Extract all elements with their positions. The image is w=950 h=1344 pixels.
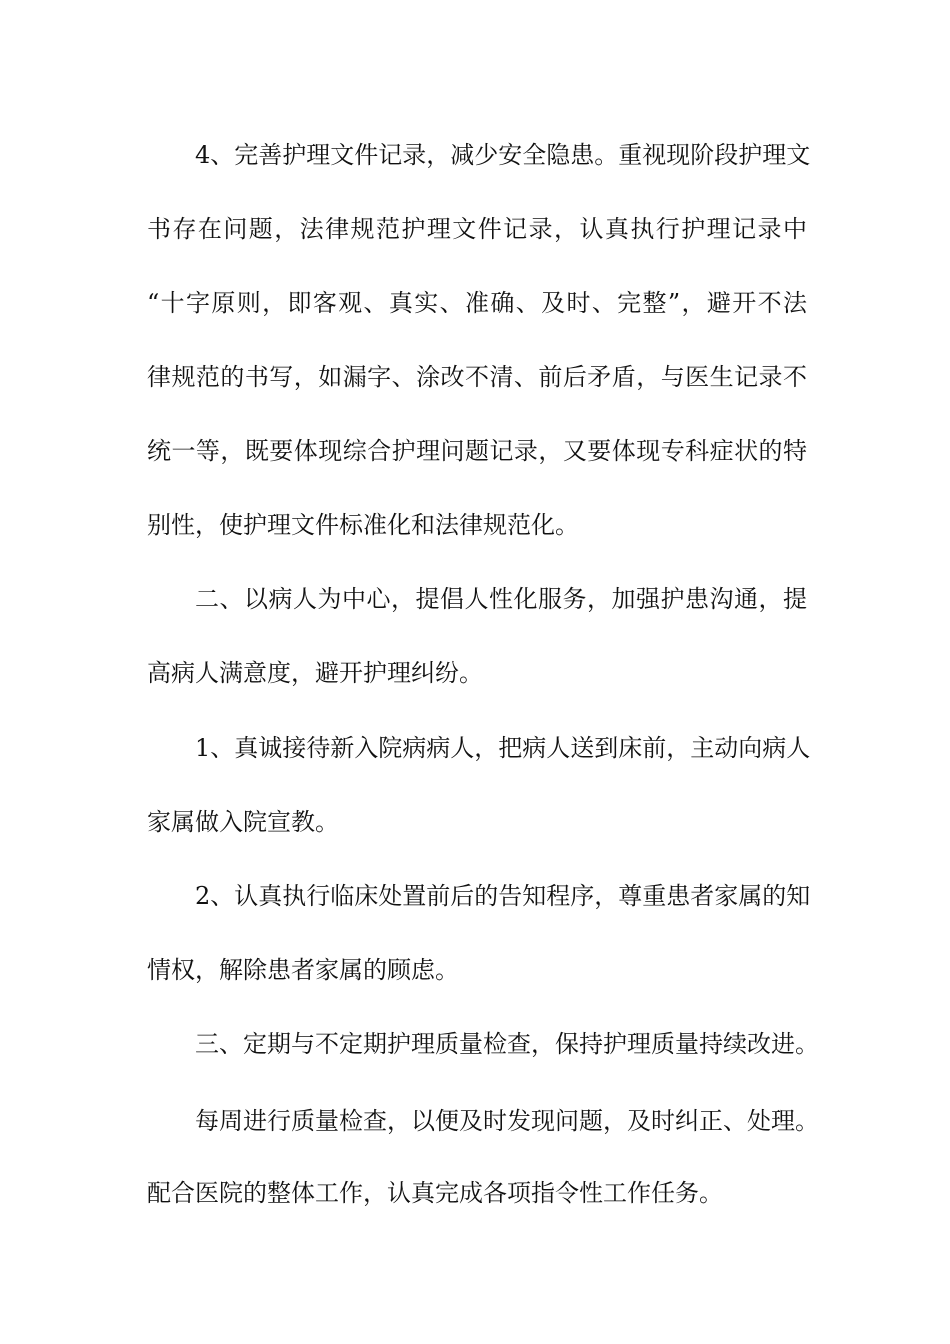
text-line: 情权，解除患者家属的顾虑。 [147,956,459,984]
text-line: 书存在问题，法律规范护理文件记录，认真执行护理记录中 [147,215,807,243]
text-line: 统一等，既要体现综合护理问题记录，又要体现专科症状的特 [147,437,807,465]
text-line: “十字原则，即客观、真实、准确、及时、完整”，避开不法 [147,289,807,317]
text-line: 高病人满意度，避开护理纠纷。 [147,659,483,687]
text-line: 2、认真执行临床处置前后的告知程序，尊重患者家属的知 [195,882,811,910]
text-line: 二、以病人为中心，提倡人性化服务，加强护患沟通，提 [195,585,807,613]
text-line: 律规范的书写，如漏字、涂改不清、前后矛盾，与医生记录不 [147,363,807,391]
text-line: 4、完善护理文件记录，减少安全隐患。重视现阶段护理文 [195,141,811,169]
text-line: 别性，使护理文件标准化和法律规范化。 [147,511,579,539]
text-line: 家属做入院宣教。 [147,808,339,836]
text-line: 三、定期与不定期护理质量检查，保持护理质量持续改进。 [195,1030,819,1058]
text-line: 配合医院的整体工作，认真完成各项指令性工作任务。 [147,1179,723,1207]
text-line: 每周进行质量检查，以便及时发现问题，及时纠正、处理。 [195,1107,819,1135]
text-line: 1、真诚接待新入院病病人，把病人送到床前，主动向病人 [195,734,811,762]
